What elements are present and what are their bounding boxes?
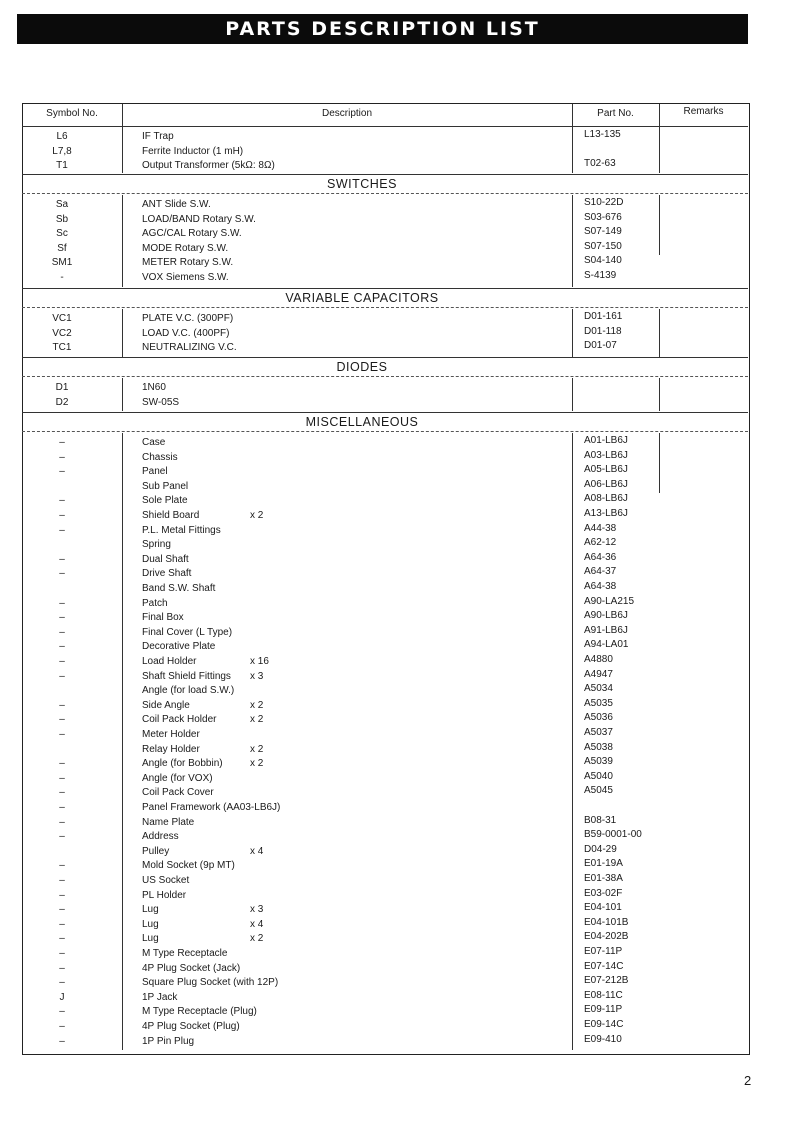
row-part-number: E09-14C [584,1019,624,1030]
row-description: LOAD/BAND Rotary S.W. [142,213,256,225]
row-description: AGC/CAL Rotary S.W. [142,228,242,240]
row-part-number: A4947 [584,668,613,680]
row-description: Sub Panel [142,480,189,492]
row-symbol: – [59,875,65,886]
row-symbol: – [59,889,65,901]
row-description: Final Cover (L Type) [142,626,233,638]
row-symbol: – [59,948,65,959]
row-description: Case [142,437,166,448]
row-part-number: A64-37 [584,566,617,578]
section-title: DIODES [336,360,388,374]
row-part-number: A64-36 [584,551,617,563]
row-quantity: x 2 [250,743,264,755]
row-symbol: – [59,495,65,507]
row-part-number: A06-LB6J [584,478,628,490]
row-part-number: T02-63 [584,158,616,170]
row-part-number: B08-31 [584,814,617,826]
row-part-number: E01-38A [584,873,623,884]
col-divider-part [572,309,573,357]
row-description: Panel [142,466,168,478]
col-divider-remarks [659,378,660,411]
section-rule-top [22,174,748,175]
row-description: Side Angle [142,699,190,711]
col-divider-remarks [659,127,660,173]
row-description: Coil Pack Holder [142,714,217,726]
row-description: Lug [142,918,159,930]
row-quantity: x 2 [250,933,264,945]
row-description: Meter Holder [142,729,200,740]
row-description: Name Plate [142,816,195,828]
row-part-number: S07-150 [584,240,622,252]
row-symbol: – [59,597,65,609]
row-description: ANT Slide S.W. [142,199,211,210]
row-part-number: E08-11C [584,989,623,1001]
row-quantity: x 4 [250,918,264,930]
row-description: Drive Shaft [142,568,192,580]
row-part-number: E03-02F [584,887,623,899]
row-quantity: x 2 [250,699,264,711]
row-symbol: - [60,272,64,283]
row-part-number: E04-202B [584,931,629,943]
section-rule-top [22,357,748,358]
row-part-number: E07-11P [584,946,623,957]
row-part-number: E04-101B [584,916,629,928]
row-part-number: E09-11P [584,1004,623,1016]
row-part-number: E07-212B [584,975,629,987]
row-part-number: A05-LB6J [584,464,628,476]
row-part-number: A5045 [584,785,613,797]
row-symbol: – [59,437,65,448]
row-description: Lug [142,904,159,916]
row-description: Lug [142,933,159,945]
row-symbol: – [59,641,65,653]
row-part-number: D01-07 [584,340,617,352]
row-part-number: A08-LB6J [584,493,628,505]
section-rule-top [22,288,748,289]
page-title: PARTS DESCRIPTION LIST [17,14,748,44]
header-part: Part No. [597,108,634,119]
row-part-number: A03-LB6J [584,449,628,461]
row-symbol: VC2 [52,327,72,339]
row-symbol: – [59,626,65,638]
row-description: METER Rotary S.W. [142,257,234,269]
row-symbol: – [59,758,65,770]
row-part-number: A5037 [584,727,613,738]
row-description: VOX Siemens S.W. [142,272,229,283]
row-description: Address [142,831,179,843]
header-description: Description [321,108,373,119]
section-rule-top [22,412,748,413]
row-description: Coil Pack Cover [142,787,214,799]
row-description: 1P Jack [142,991,178,1003]
row-part-number: S-4139 [584,270,617,281]
row-description: Band S.W. Shaft [142,583,216,594]
row-description: Panel Framework (AA03-LB6J) [142,802,281,813]
row-part-number: S07-149 [584,226,622,238]
row-part-number: A44-38 [584,522,617,534]
col-divider-part [572,127,573,173]
row-symbol: – [59,553,65,565]
parts-table [22,103,750,1055]
row-description: Pulley [142,845,170,857]
row-quantity: x 2 [250,758,264,770]
section-title: SWITCHES [327,177,397,191]
row-symbol: – [59,1035,65,1047]
row-part-number: S04-140 [584,255,622,267]
row-symbol: J [59,991,65,1003]
row-symbol: – [59,451,65,463]
row-part-number: D01-118 [584,325,622,337]
row-symbol: – [59,904,65,916]
row-description: P.L. Metal Fittings [142,524,221,536]
section-title: MISCELLANEOUS [305,415,419,429]
row-symbol: SM1 [51,257,73,269]
row-description: 1N60 [142,382,166,393]
row-symbol: – [59,612,65,624]
row-symbol: – [59,670,65,682]
row-description: Final Box [142,612,184,624]
row-part-number: A64-38 [584,581,617,592]
row-quantity: x 4 [250,845,264,857]
row-quantity: x 3 [250,670,264,682]
row-symbol: Sc [56,228,68,240]
row-description: Angle (for VOX) [142,772,213,784]
col-divider-part [572,195,573,287]
row-symbol: TC1 [52,342,72,354]
row-quantity: x 16 [250,656,269,667]
section-rule-bottom [22,376,748,377]
row-symbol: D1 [55,382,69,393]
row-part-number: A94-LA01 [584,639,629,651]
row-part-number: A5040 [584,770,613,782]
col-divider-part [572,433,573,1050]
row-description: Square Plug Socket (with 12P) [142,977,279,989]
row-description: IF Trap [142,131,174,142]
row-description: Shaft Shield Fittings [142,670,231,682]
row-description: Ferrite Inductor (1 mH) [142,145,244,157]
row-part-number: E04-101 [584,902,622,914]
row-description: SW-05S [142,396,180,408]
row-description: Angle (for Bobbin) [142,758,223,770]
col-divider-remarks [659,433,660,493]
row-part-number: D01-161 [584,311,623,322]
row-symbol: – [59,656,65,667]
row-description: US Socket [142,875,190,886]
row-symbol: – [59,699,65,711]
row-part-number: A62-12 [584,537,617,549]
row-description: Relay Holder [142,743,200,755]
row-symbol: – [59,977,65,989]
row-part-number: A90-LA215 [584,595,635,607]
row-part-number: A13-LB6J [584,508,628,519]
col-divider-remarks [659,195,660,255]
row-symbol: – [59,918,65,930]
row-symbol: – [59,787,65,799]
col-divider-symbol [122,195,123,287]
row-description: Chassis [142,451,178,463]
row-symbol: – [59,510,65,521]
row-part-number: E01-19A [584,858,623,870]
page-number: 2 [744,1073,752,1088]
row-symbol: VC1 [52,313,72,324]
col-divider-part [572,378,573,411]
col-divider-symbol [122,378,123,411]
row-description: Mold Socket (9p MT) [142,860,235,872]
row-description: Patch [142,597,168,609]
row-part-number: A01-LB6J [584,435,628,446]
row-symbol: L6 [56,131,68,142]
row-part-number: A90-LB6J [584,610,628,622]
row-description: M Type Receptacle (Plug) [142,1006,257,1018]
row-symbol: – [59,714,65,726]
row-symbol: Sf [57,242,67,254]
row-symbol: – [59,802,65,813]
section-title: VARIABLE CAPACITORS [285,291,439,305]
row-symbol: – [59,962,65,974]
row-symbol: – [59,466,65,478]
row-part-number: D04-29 [584,843,617,855]
section-rule-bottom [22,307,748,308]
header-symbol: Symbol No. [46,108,98,119]
row-symbol: – [59,816,65,828]
row-part-number: A5039 [584,756,613,768]
row-symbol: – [59,1006,65,1018]
row-description: PL Holder [142,889,187,901]
col-divider-symbol [122,127,123,173]
row-symbol: L7,8 [52,145,72,157]
row-description: 4P Plug Socket (Plug) [142,1021,240,1032]
row-part-number: B59-0001-00 [584,829,642,841]
row-description: 1P Pin Plug [142,1035,195,1047]
row-symbol: – [59,860,65,872]
row-part-number: S10-22D [584,197,624,208]
row-symbol: D2 [55,396,69,408]
row-description: Output Transformer (5kΩ: 8Ω) [142,160,275,172]
row-description: PLATE V.C. (300PF) [142,313,234,324]
section-rule-bottom [22,431,748,432]
row-symbol: T1 [56,160,68,172]
row-description: M Type Receptacle [142,948,228,959]
row-description: MODE Rotary S.W. [142,242,229,254]
row-quantity: x 2 [250,714,264,726]
row-part-number: A91-LB6J [584,624,628,636]
col-divider-symbol [122,433,123,1050]
row-part-number: L13-135 [584,129,621,140]
row-description: Load Holder [142,656,197,667]
row-symbol: – [59,831,65,843]
row-description: Decorative Plate [142,641,216,653]
section-rule-bottom [22,193,748,194]
row-symbol: – [59,568,65,580]
row-description: Angle (for load S.W.) [142,685,235,697]
row-symbol: – [59,933,65,945]
header-remarks: Remarks [683,106,724,117]
row-description: NEUTRALIZING V.C. [142,342,237,354]
row-part-number: A5036 [584,712,613,724]
row-part-number: E09-410 [584,1033,622,1045]
header-underline [22,126,748,127]
row-quantity: x 3 [250,904,264,916]
row-description: Dual Shaft [142,553,189,565]
row-part-number: A5035 [584,697,613,709]
row-part-number: A5038 [584,741,613,753]
row-symbol: – [59,524,65,536]
row-symbol: – [59,729,65,740]
row-part-number: E07-14C [584,960,624,972]
row-symbol: – [59,1021,65,1032]
row-part-number: A5034 [584,683,613,695]
row-part-number: S03-676 [584,211,622,223]
row-description: LOAD V.C. (400PF) [142,327,230,339]
row-quantity: x 2 [250,510,264,521]
row-part-number: A4880 [584,654,613,665]
row-description: Spring [142,539,171,551]
row-symbol: – [59,772,65,784]
col-divider-symbol [122,309,123,357]
row-description: Sole Plate [142,495,188,507]
col-divider-remarks [659,309,660,357]
row-description: Shield Board [142,510,200,521]
row-symbol: Sb [55,213,69,225]
row-description: 4P Plug Socket (Jack) [142,962,241,974]
row-symbol: Sa [55,199,69,210]
